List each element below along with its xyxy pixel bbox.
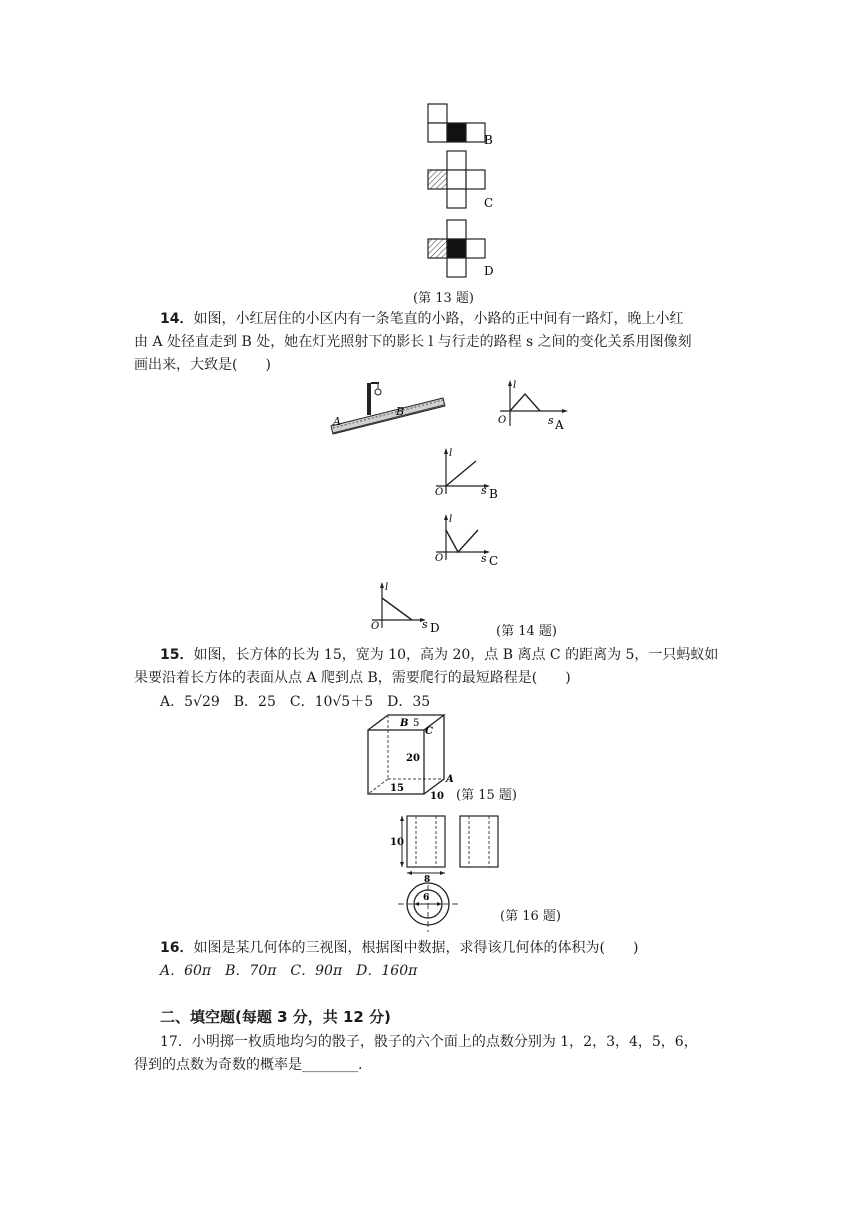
q15-number: 15． xyxy=(160,647,194,663)
q14-b-axis-l: l xyxy=(449,448,453,459)
q15-line-2: 果要沿着长方体的表面从点 A 爬到点 B，需要爬行的最短路程是( ) xyxy=(134,670,571,686)
q14-c-label: C xyxy=(489,554,499,568)
q14-c-axis-o: O xyxy=(435,553,444,564)
q14-road-scene xyxy=(328,376,468,446)
q13-net-c xyxy=(428,151,508,216)
q16-options: A．60π B．70π C．90π D．160π xyxy=(160,963,418,979)
q15-label-15: 15 xyxy=(390,783,404,794)
q16-dim-6: 6 xyxy=(423,893,430,903)
q14-line-1 xyxy=(160,308,683,330)
q14-graph-c xyxy=(434,512,534,572)
q14-d-axis-o: O xyxy=(371,621,380,632)
q14-a-axis-l: l xyxy=(513,380,517,391)
q13-net-b xyxy=(428,104,508,149)
q14-graph-d xyxy=(370,580,470,640)
q14-text-1: 如图，小红居住的小区内有一条笔直的小路，小路的正中间有一路灯，晚上小红 xyxy=(193,311,684,327)
q14-b-label: B xyxy=(489,487,498,501)
q15-label-20: 20 xyxy=(406,753,420,764)
q16-side-view xyxy=(456,812,516,884)
q13-label-c: C xyxy=(484,196,494,210)
q16-dim-10: 10 xyxy=(390,837,404,848)
q14-graph-a xyxy=(498,378,598,438)
q14-line-2: 由 A 处径直走到 B 处，她在灯光照射下的影长 l 与行走的路程 s 之间的变化关系用图像刻 xyxy=(134,334,692,350)
q14-c-axis-s: s xyxy=(481,552,487,565)
q14-point-a: A xyxy=(333,415,341,428)
q14-graph-b xyxy=(434,446,534,506)
q14-number: 14． xyxy=(160,311,194,327)
q13-label-b: B xyxy=(484,133,493,147)
q15-options: A．5√29 B．25 C．10√5＋5 D．35 xyxy=(160,694,431,710)
q15-label-10: 10 xyxy=(430,791,444,802)
q14-b-axis-o: O xyxy=(435,487,444,498)
q14-line-3: 画出来，大致是( ) xyxy=(134,357,271,373)
q14-d-axis-l: l xyxy=(385,582,389,593)
q14-c-axis-l: l xyxy=(449,514,453,525)
q16-dim-8: 8 xyxy=(424,875,431,885)
q13-caption: (第 13 题) xyxy=(413,291,474,306)
q16-top-view xyxy=(396,876,466,936)
q15-label-a: A xyxy=(446,774,454,785)
q14-a-axis-s: s xyxy=(548,414,554,427)
q14-b-axis-s: s xyxy=(481,484,487,497)
q15-caption: (第 15 题) xyxy=(456,788,517,803)
q15-label-5: 5 xyxy=(413,718,420,729)
q14-a-label: A xyxy=(555,418,564,432)
q17-line-2: 得到的点数为奇数的概率是________. xyxy=(134,1057,363,1073)
q14-d-axis-s: s xyxy=(422,618,428,631)
q15-label-c: C xyxy=(425,726,433,737)
q16-line-1 xyxy=(160,937,638,959)
q15-line-1 xyxy=(160,644,718,666)
q16-number: 16． xyxy=(160,940,194,956)
section-2-heading: 二、填空题(每题 3 分，共 12 分) xyxy=(160,1008,391,1026)
q14-d-label: D xyxy=(430,621,440,635)
q15-label-b: B xyxy=(400,718,409,729)
q13-net-d xyxy=(428,220,508,285)
q16-caption: (第 16 题) xyxy=(500,909,561,924)
q13-label-d: D xyxy=(484,264,494,278)
q15-text-1: 如图，长方体的长为 15，宽为 10，高为 20，点 B 离点 C 的距离为 5，一只蚂蚁如 xyxy=(193,647,719,663)
q17-line-1: 17．小明掷一枚质地均匀的骰子，骰子的六个面上的点数分别为 1，2，3，4，5，6， xyxy=(160,1034,698,1050)
q16-text-1: 如图是某几何体的三视图，根据图中数据，求得该几何体的体积为( ) xyxy=(193,940,639,956)
q14-point-b: B xyxy=(396,405,405,418)
q14-caption: (第 14 题) xyxy=(496,624,557,639)
q16-front-view xyxy=(390,812,460,884)
q14-a-axis-o: O xyxy=(498,415,507,426)
